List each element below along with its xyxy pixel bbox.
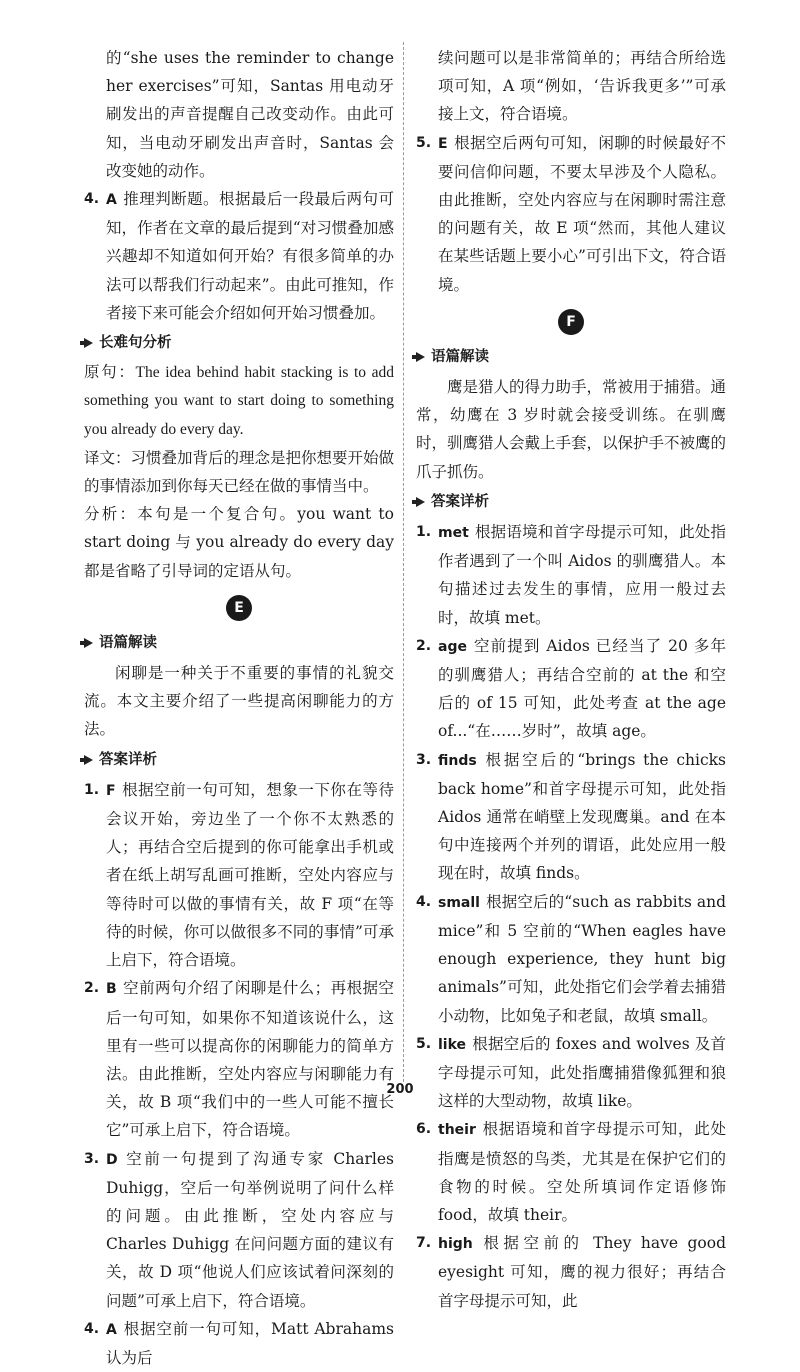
answer-item-e4: [84, 1315, 394, 1372]
answer-heading: [416, 488, 726, 516]
answer-item-f3: [416, 746, 726, 888]
answer-item-f6: [416, 1115, 726, 1229]
column-divider: [403, 42, 404, 1082]
explanation: 根据空前的 They have good eyesight 可知，鹰的视力很好；再结合首字母提示可知，此: [438, 1234, 726, 1310]
e4-continuation: 续问题可以是非常简单的；再结合所给选项可知，A 项“例如，‘告诉我更多’”可承接上文，符合语境。: [438, 49, 726, 124]
explanation: 推理判断题。根据最后一段最后两句可知，作者在文章的最后提到“对习惯叠加感兴趣却不知道如何开始？有很多简单的办法可以帮我们行动起来”。由此可推知，作者接下来可能会介绍如何开始习惯叠加。: [106, 190, 394, 322]
arrow-icon: [84, 755, 93, 765]
item-number: 2.: [84, 980, 100, 997]
item-number: 4.: [416, 893, 432, 910]
arrow-icon: [416, 497, 425, 507]
answer-key: like: [438, 1036, 467, 1053]
reading-heading: [416, 343, 726, 371]
answer-item-f7: [416, 1229, 726, 1315]
left-column: [84, 44, 394, 1372]
answer-key: F: [106, 782, 116, 799]
analysis: 分析：本句是一个复合句。you want to start doing 与 you already do every day 都是省略了引导词的定语从句。: [84, 505, 394, 580]
heading-label: 长难句分析: [99, 335, 172, 352]
arrow-icon: [416, 352, 425, 362]
answer-key: A: [106, 192, 117, 209]
item-number: 5.: [416, 1035, 432, 1052]
heading-label: 语篇解读: [431, 348, 489, 365]
answer-key: small: [438, 894, 480, 911]
explanation: 空前提到 Aidos 已经当了 20 多年的驯鹰猎人；再结合空前的 at the 和空后的 of 15 可知，此处考查 at the age of...“在……岁时”，故填 age。: [438, 636, 726, 741]
answer-key: A: [106, 1321, 117, 1338]
original-sentence: 原句：The idea behind habit stacking is to add something you want to start doing to something you already do every day.: [84, 364, 394, 438]
right-column: [416, 44, 726, 1315]
long-sentence-heading: [84, 329, 394, 357]
heading-label: 语篇解读: [99, 634, 157, 651]
explanation: 根据空后的“such as rabbits and mice”和 5 空前的“When eagles have enough experience, they hunt big animals”可知，此处指它们会学着去捕猎小动物，比如兔子和老鼠，故填 small。: [438, 892, 726, 1025]
arrow-icon: [84, 338, 93, 348]
item-number: 1.: [84, 781, 100, 798]
reading-heading: [84, 629, 394, 657]
item-number: 4.: [84, 1320, 100, 1337]
d3-continuation: 的“she uses the reminder to change her exercises”可知，Santas 用电动牙刷发出的声音提醒自己改变动作。由此可知，当电动牙刷发出声音时，Santas 会改变她的动作。: [106, 49, 394, 180]
explanation: 空前一句提到了沟通专家 Charles Duhigg，空后一句举例说明了问什么样的问题。由此推断，空处内容应与 Charles Duhigg 在问问题方面的建议有关，故 D 项“他说人们应该试着问深刻的问题”可承上启下，符合语境。: [106, 1149, 394, 1310]
arrow-icon: [84, 638, 93, 648]
answer-key: high: [438, 1236, 473, 1253]
answer-item-f4: [416, 888, 726, 1030]
page-number: 200: [386, 1082, 414, 1097]
item-number: 1.: [416, 524, 432, 541]
answer-key: met: [438, 525, 469, 542]
translation: 译文：习惯叠加背后的理念是把你想要开始做的事情添加到你每天已经在做的事情当中。: [84, 448, 395, 496]
reading-summary: 鹰是猎人的得力助手，常被用于捕猎。通常，幼鹰在 3 岁时就会接受训练。在驯鹰时，驯鹰猎人会戴上手套，以保护手不被鹰的爪子抓伤。: [416, 378, 727, 481]
answer-key: age: [438, 638, 467, 655]
item-number: 3.: [84, 1150, 100, 1167]
answer-item-f5: [416, 1030, 726, 1116]
reading-summary: 闲聊是一种关于不重要的事情的礼貌交流。本文主要介绍了一些提高闲聊能力的方法。: [84, 664, 394, 739]
heading-label: 答案详析: [99, 751, 157, 768]
item-number: 7.: [416, 1235, 432, 1252]
answer-heading: [84, 746, 394, 774]
answer-item-d4: [84, 185, 394, 327]
answer-key: finds: [438, 752, 477, 769]
explanation: 根据空后两句可知，闲聊的时候最好不要问信仰问题，不要太早涉及个人隐私。由此推断，空处内容应与在闲聊时需注意的问题有关，故 E 项“然而，其他人建议在某些话题上要小心”可引出下文，符合语境。: [438, 133, 726, 294]
item-number: 3.: [416, 751, 432, 768]
section-badge-f: F: [558, 309, 584, 335]
section-badge-e: E: [226, 595, 252, 621]
explanation: 根据空前一句可知，想象一下你在等待会议开始，旁边坐了一个你不太熟悉的人；再结合空后提到的你可能拿出手机或者在纸上胡写乱画可推断，空处内容应与等待时可以做的事情有关，故 F 项“在等待的时候，你可以做很多不同的事情”可承上启下，符合语境。: [106, 780, 394, 970]
answer-item-e1: [84, 776, 394, 974]
answer-item-e5: [416, 129, 726, 299]
explanation: 根据空后的 foxes and wolves 及首字母提示可知，此处指鹰捕猎像狐狸和狼这样的大型动物，故填 like。: [438, 1034, 726, 1111]
answer-key: B: [106, 981, 117, 998]
answer-key: D: [106, 1151, 118, 1168]
answer-item-e2: [84, 974, 394, 1144]
explanation: 根据语境和首字母提示可知，此处指作者遇到了一个叫 Aidos 的驯鹰猎人。本句描述过去发生的事情，应用一般过去时，故填 met。: [438, 523, 726, 627]
item-number: 4.: [84, 191, 100, 208]
item-number: 6.: [416, 1121, 432, 1138]
answer-item-f1: [416, 518, 726, 632]
answer-key: E: [438, 135, 448, 152]
explanation: 根据语境和首字母提示可知，此处指鹰是愤怒的鸟类，尤其是在保护它们的食物的时候。空处所填词作定语修饰 food，故填 their。: [438, 1120, 726, 1224]
heading-label: 答案详析: [431, 493, 489, 510]
explanation: 根据空后的“brings the chicks back home”和首字母提示可知，此处指 Aidos 通常在峭壁上发现鹰巢。and 在本句中连接两个并列的谓语，此处应用一般现在时，故填 finds。: [438, 750, 726, 883]
item-number: 5.: [416, 134, 432, 151]
item-number: 2.: [416, 637, 432, 654]
explanation: 根据空前一句可知，Matt Abrahams 认为后: [106, 1319, 394, 1367]
explanation: 空前两句介绍了闲聊是什么；再根据空后一句可知，如果你不知道该说什么，这里有一些可以提高你的闲聊能力的简单方法。由此推断，空处内容应与闲聊能力有关，故 B 项“我们中的一些人可能不擅长它”可承上启下，符合语境。: [106, 979, 394, 1140]
answer-key: their: [438, 1122, 476, 1139]
answer-item-f2: [416, 632, 726, 746]
answer-item-e3: [84, 1145, 394, 1315]
